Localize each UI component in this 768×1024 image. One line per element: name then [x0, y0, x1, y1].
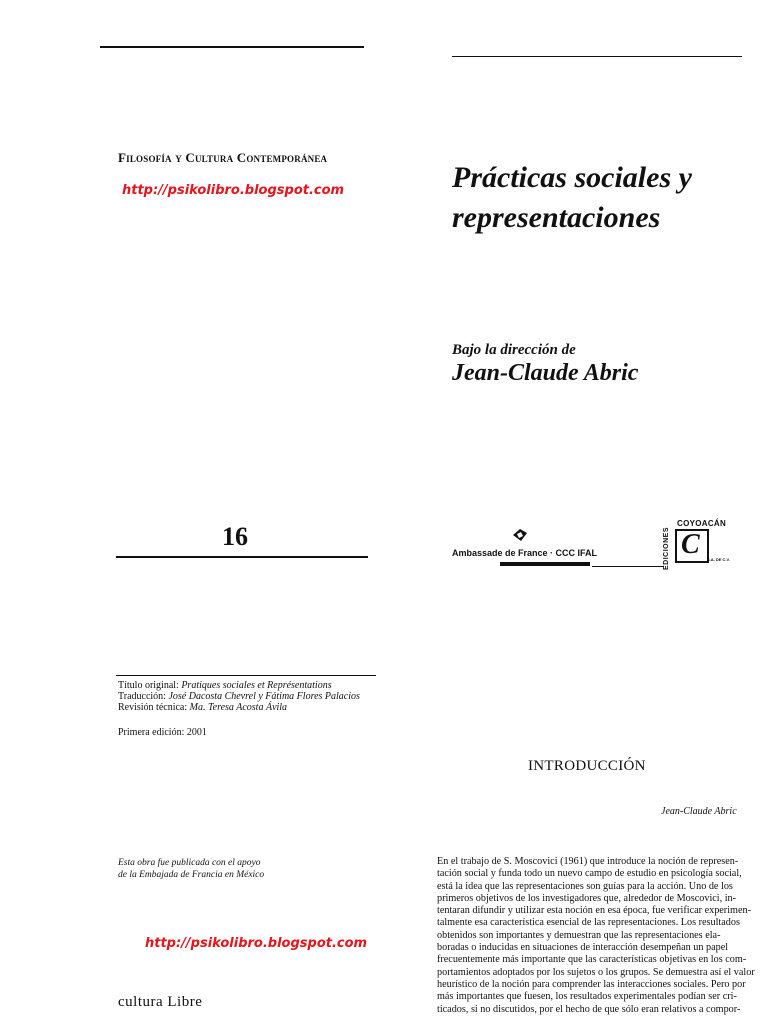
intro-body: [437, 856, 755, 1016]
intro-line: está la idea que las representaciones son guías para la acción. Uno de los: [437, 880, 733, 892]
director-label: Bajo la dirección de: [452, 342, 576, 358]
credit-original-title: Título original: Pratiques sociales et Représentations: [118, 680, 332, 691]
intro-line: tación social y funda todo un nuevo campo de estudio en psicología social,: [437, 868, 742, 880]
logo-baseline-rule: [592, 566, 664, 567]
series-title-text: Filosofía y Cultura Contemporánea: [118, 150, 328, 165]
intro-author: Jean-Claude Abric: [661, 806, 737, 817]
coyoacan-logo-name: COYOACÁN: [677, 519, 727, 528]
top-rule-right: [452, 56, 742, 57]
credits-block: [118, 680, 360, 713]
intro-line: frecuentemente más importante que las características objetivas en los com-: [437, 954, 747, 966]
support-note: [118, 857, 264, 881]
publisher-name: cultura Libre: [118, 994, 203, 1010]
series-title: [118, 150, 327, 166]
ambassade-logo: [452, 528, 598, 568]
intro-line: tentaran difundir y utilizar esta noción en esa época, fue verificar experimen-: [437, 905, 751, 917]
flag-icon: [512, 528, 528, 542]
blog-link-bottom[interactable]: http://psikolibro.blogspot.com: [145, 936, 368, 951]
coyoacan-logo-box: [675, 529, 709, 563]
series-number-rule: [116, 556, 368, 558]
book-title-line-1: Prácticas sociales y: [452, 161, 692, 194]
intro-line: portamientos adoptados por los sujetos o los grupos. Se demuestra así el valor: [437, 966, 755, 978]
book-title-line-2: representaciones: [452, 201, 661, 234]
series-number: 16: [222, 522, 248, 551]
director-name: Jean-Claude Abric: [452, 360, 639, 386]
credit-translation: Traducción: José Dacosta Chevrel y Fátima Flores Palacios: [118, 691, 360, 702]
intro-line: más importantes que fuesen, los resultados experimentales podían ser cri-: [437, 991, 737, 1003]
coyoacan-logo-side: EDICIONES: [663, 527, 670, 571]
support-line-2: de la Embajada de Francia en México: [118, 870, 265, 880]
edition-note: Primera edición: 2001: [118, 727, 207, 738]
intro-line: heurístico de la noción para comprender las interacciones sociales. Pero por: [437, 978, 746, 990]
support-line-1: Esta obra fue publicada con el apoyo: [118, 858, 261, 868]
intro-line: En el trabajo de S. Moscovici (1961) que introduce la noción de represen-: [437, 856, 739, 867]
intro-line: boradas o inducidas en situaciones de interacción desempeñan un papel: [437, 942, 729, 954]
intro-line: obtenidos son importantes y demuestran que las representaciones ela-: [437, 929, 721, 941]
book-title: [452, 158, 752, 238]
blog-link-top[interactable]: http://psikolibro.blogspot.com: [122, 183, 345, 198]
intro-heading: INTRODUCCIÓN: [528, 758, 646, 774]
intro-line: ticados, si no discutidos, por el hecho de que sólo eran relativos a compor-: [437, 1003, 741, 1015]
credits-rule: [116, 675, 376, 676]
intro-line: primeros objetivos de los investigadores que, alrededor de Moscovici, in-: [437, 892, 737, 904]
intro-line: talmente esa característica esencial de las representaciones. Los resultados: [437, 917, 740, 929]
credit-technical-review: Revisión técnica: Ma. Teresa Acosta Ávila: [118, 702, 288, 713]
ambassade-logo-bar: [500, 562, 590, 566]
coyoacan-logo-suffix: S.A. DE C.V.: [707, 557, 730, 562]
coyoacan-logo-letter: C: [681, 529, 700, 560]
top-rule-left: [100, 46, 364, 48]
coyoacan-logo: [663, 521, 729, 571]
ambassade-logo-text: Ambassade de France · CCC IFAL: [452, 548, 598, 558]
